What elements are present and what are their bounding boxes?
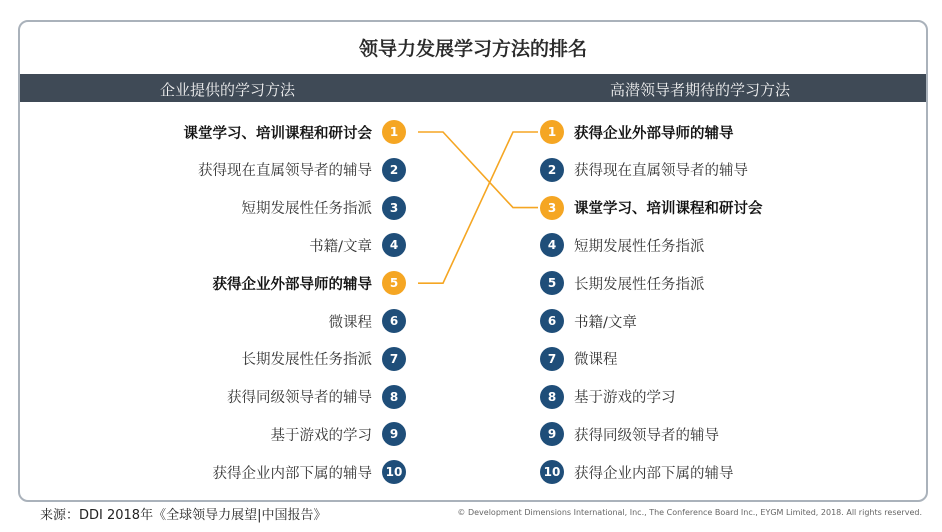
right-rank-badge: 2 [540, 158, 564, 182]
left-rank-label: 获得同级领导者的辅导 [227, 390, 372, 407]
right-rank-row [540, 196, 763, 220]
right-rank-row [540, 385, 676, 409]
left-rank-label: 获得企业内部下属的辅导 [212, 465, 372, 482]
left-rank-badge: 2 [382, 158, 406, 182]
left-rank-label: 长期发展性任务指派 [241, 352, 372, 369]
left-rank-badge: 8 [382, 385, 406, 409]
right-rank-badge: 5 [540, 271, 564, 295]
copyright-note: © Development Dimensions International, Inc., The Conference Board Inc., EYGM Limited, 2018. All rights reserved. [457, 508, 922, 517]
left-rank-badge: 10 [382, 460, 406, 484]
left-rank-badge: 9 [382, 422, 406, 446]
right-rank-label: 书籍/文章 [574, 314, 637, 331]
right-rank-row [540, 309, 637, 333]
left-rank-row [227, 385, 406, 409]
right-rank-label: 基于游戏的学习 [574, 390, 676, 407]
left-rank-badge: 1 [382, 120, 406, 144]
right-rank-row [540, 233, 705, 257]
right-rank-badge: 7 [540, 347, 564, 371]
left-rank-badge: 6 [382, 309, 406, 333]
right-rank-row [540, 271, 705, 295]
left-rank-row [213, 271, 407, 295]
right-rank-row [540, 422, 719, 446]
right-rank-badge: 1 [540, 120, 564, 144]
left-rank-row [309, 233, 406, 257]
right-rank-badge: 8 [540, 385, 564, 409]
left-rank-label: 书籍/文章 [309, 238, 372, 255]
right-rank-label: 短期发展性任务指派 [574, 238, 705, 255]
left-rank-row [271, 422, 407, 446]
left-rank-row [329, 309, 407, 333]
left-rank-row [213, 460, 407, 484]
left-column-header: 企业提供的学习方法 [160, 81, 296, 99]
left-rank-row [242, 196, 407, 220]
left-rank-label: 微课程 [328, 314, 372, 331]
left-rank-label: 课堂学习、培训课程和研讨会 [183, 125, 372, 142]
left-rank-row [184, 120, 407, 144]
left-rank-badge: 7 [382, 347, 406, 371]
left-rank-badge: 5 [382, 271, 406, 295]
right-rank-label: 获得同级领导者的辅导 [574, 427, 719, 444]
right-rank-row [540, 158, 748, 182]
right-rank-label: 获得现在直属领导者的辅导 [574, 163, 748, 180]
right-rank-row [540, 460, 734, 484]
right-rank-label: 课堂学习、培训课程和研讨会 [574, 201, 763, 218]
rank-connection-line [418, 132, 538, 208]
chart-frame [18, 20, 928, 502]
right-rank-badge: 9 [540, 422, 564, 446]
ranking-connection-lines [20, 22, 926, 500]
source-note: 来源：DDI 2018年《全球领导力展望|中国报告》 [40, 508, 327, 523]
right-rank-label: 获得企业外部导师的辅导 [574, 125, 734, 142]
right-rank-row [540, 347, 618, 371]
left-rank-label: 获得企业外部导师的辅导 [212, 276, 372, 293]
right-rank-row [540, 120, 734, 144]
right-rank-badge: 10 [540, 460, 564, 484]
left-rank-row [242, 347, 407, 371]
left-rank-label: 基于游戏的学习 [270, 427, 372, 444]
diagram-title: 领导力发展学习方法的排名 [358, 38, 587, 60]
right-rank-label: 获得企业内部下属的辅导 [574, 465, 734, 482]
right-rank-label: 长期发展性任务指派 [574, 276, 705, 293]
left-rank-badge: 3 [382, 196, 406, 220]
right-rank-label: 微课程 [574, 352, 618, 369]
left-rank-row [198, 158, 406, 182]
left-rank-badge: 4 [382, 233, 406, 257]
right-column-header: 高潜领导者期待的学习方法 [610, 81, 791, 99]
left-rank-label: 获得现在直属领导者的辅导 [198, 163, 372, 180]
left-rank-label: 短期发展性任务指派 [241, 201, 372, 218]
right-rank-badge: 6 [540, 309, 564, 333]
right-rank-badge: 4 [540, 233, 564, 257]
right-rank-badge: 3 [540, 196, 564, 220]
